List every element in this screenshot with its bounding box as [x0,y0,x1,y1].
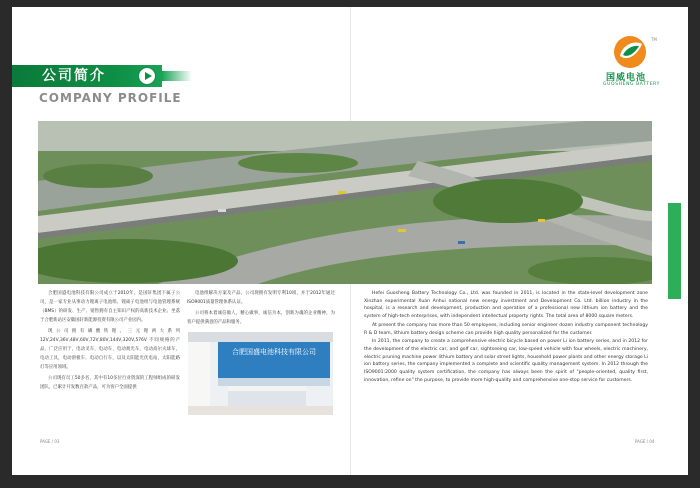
highway-interchange-photo [38,121,652,284]
office-reception-photo [188,332,333,415]
trademark-mark: TM [651,37,657,42]
site-watermark: WWW.***.COM [530,452,633,466]
office-sign-text: 合肥国盛电池科技有限公司 [232,348,316,356]
intro-paragraph: 电池组解决方案及产品。公司现拥有发明专利10项，并于2012年通过ISO9001质量管理体系认证。 [187,291,335,305]
intro-paragraph-en: At present the company has more than 50 employees, including senior engineer dozen industry component technology R & D team, lithium battery design scheme can provide high quality personalized for the customer. [364,322,648,336]
page-number-right: PAGE / 04 [635,439,655,444]
intro-text-en [364,290,648,385]
title-band-fade [162,71,192,81]
section-tab [668,203,681,299]
intro-paragraph: 合肥国盛电池科技有限公司成立于2010年，是国轩集团下属子公司，是一家专业从事动力锂离子电池组、锂离子电池组与电池管理系统（BMS）的研发、生产、销售拥有自主知识产权的高新技术企业。坐落于合肥新站区安徽国轩新能源投资有限公司产业园内。 [40,291,180,323]
page-title: 公司简介 [42,68,106,84]
brochure-spread [12,7,688,475]
page-number-left: PAGE / 03 [40,439,60,444]
intro-paragraph: 公司现有员工50多名，其中有10多位行业资深的工程师组成的研发团队，已累计开发数百款产品，可为客户全面提供 [40,376,180,390]
intro-text-cn-column-2 [187,289,335,329]
logo-name-en: GUOSHENG BATTERY [603,82,660,87]
page-subtitle: COMPANY PROFILE [39,91,182,105]
play-arrow-icon [138,67,156,85]
logo-name-cn: 国威电池 [606,73,647,83]
intro-paragraph: 现公司拥有磷酸铁锂、三元锂两大系列 12V,24V,36V,48V,60V,72V,80V,144V,320V,576V 不同规格的产品，广泛应用于，电动叉车，电动车，电动观光车，电动高尔夫球车，电动工具，电动滑板车，电动自行车，以及太阳能光伏电站，太阳能路灯等应用领域。 [40,329,180,370]
battery-leaf-logo-icon [612,34,648,70]
intro-paragraph: 公司将本着诚信做人，精心做事，诚信为本，创新为魂的企业精神，为客户提供满意的产品和服务。 [187,311,335,325]
intro-paragraph-en: In 2011, the company to create a comprehensive electric bicycle based on power Li ion battery series, and in 2012 for the development of the electric car, and golf car, sightseeing car, low-speed vehicle with four wheels, electric machinery, electric pruning machine power lithium battery and solar street lights, household power plants and other energy storage Li ion battery series, the company implemented a complete and scientific quality management system. In 2012 through the ISO9001:2000 quality system certification, the company has always been the spirit of "people-oriented, quality first, innovation, refine on" the purpose, to provide more high-quality and comprehensive one-stop service for customers. [364,339,648,383]
intro-text-cn-column-1 [40,289,180,394]
intro-paragraph-en: Hefei Guosheng Battery Technology Co., Ltd. was founded in 2011, is located in the state-level development zone Xinzhan experimental Xuan Anhui national new energy investment and Development Co. Ltd. billion industry in the hospital, is a research and development, production and operation of a professional new lithium ion battery and the system of high-tech enterprises, with independent intellectual property rights. The total area of 8000 square meters. [364,291,648,320]
